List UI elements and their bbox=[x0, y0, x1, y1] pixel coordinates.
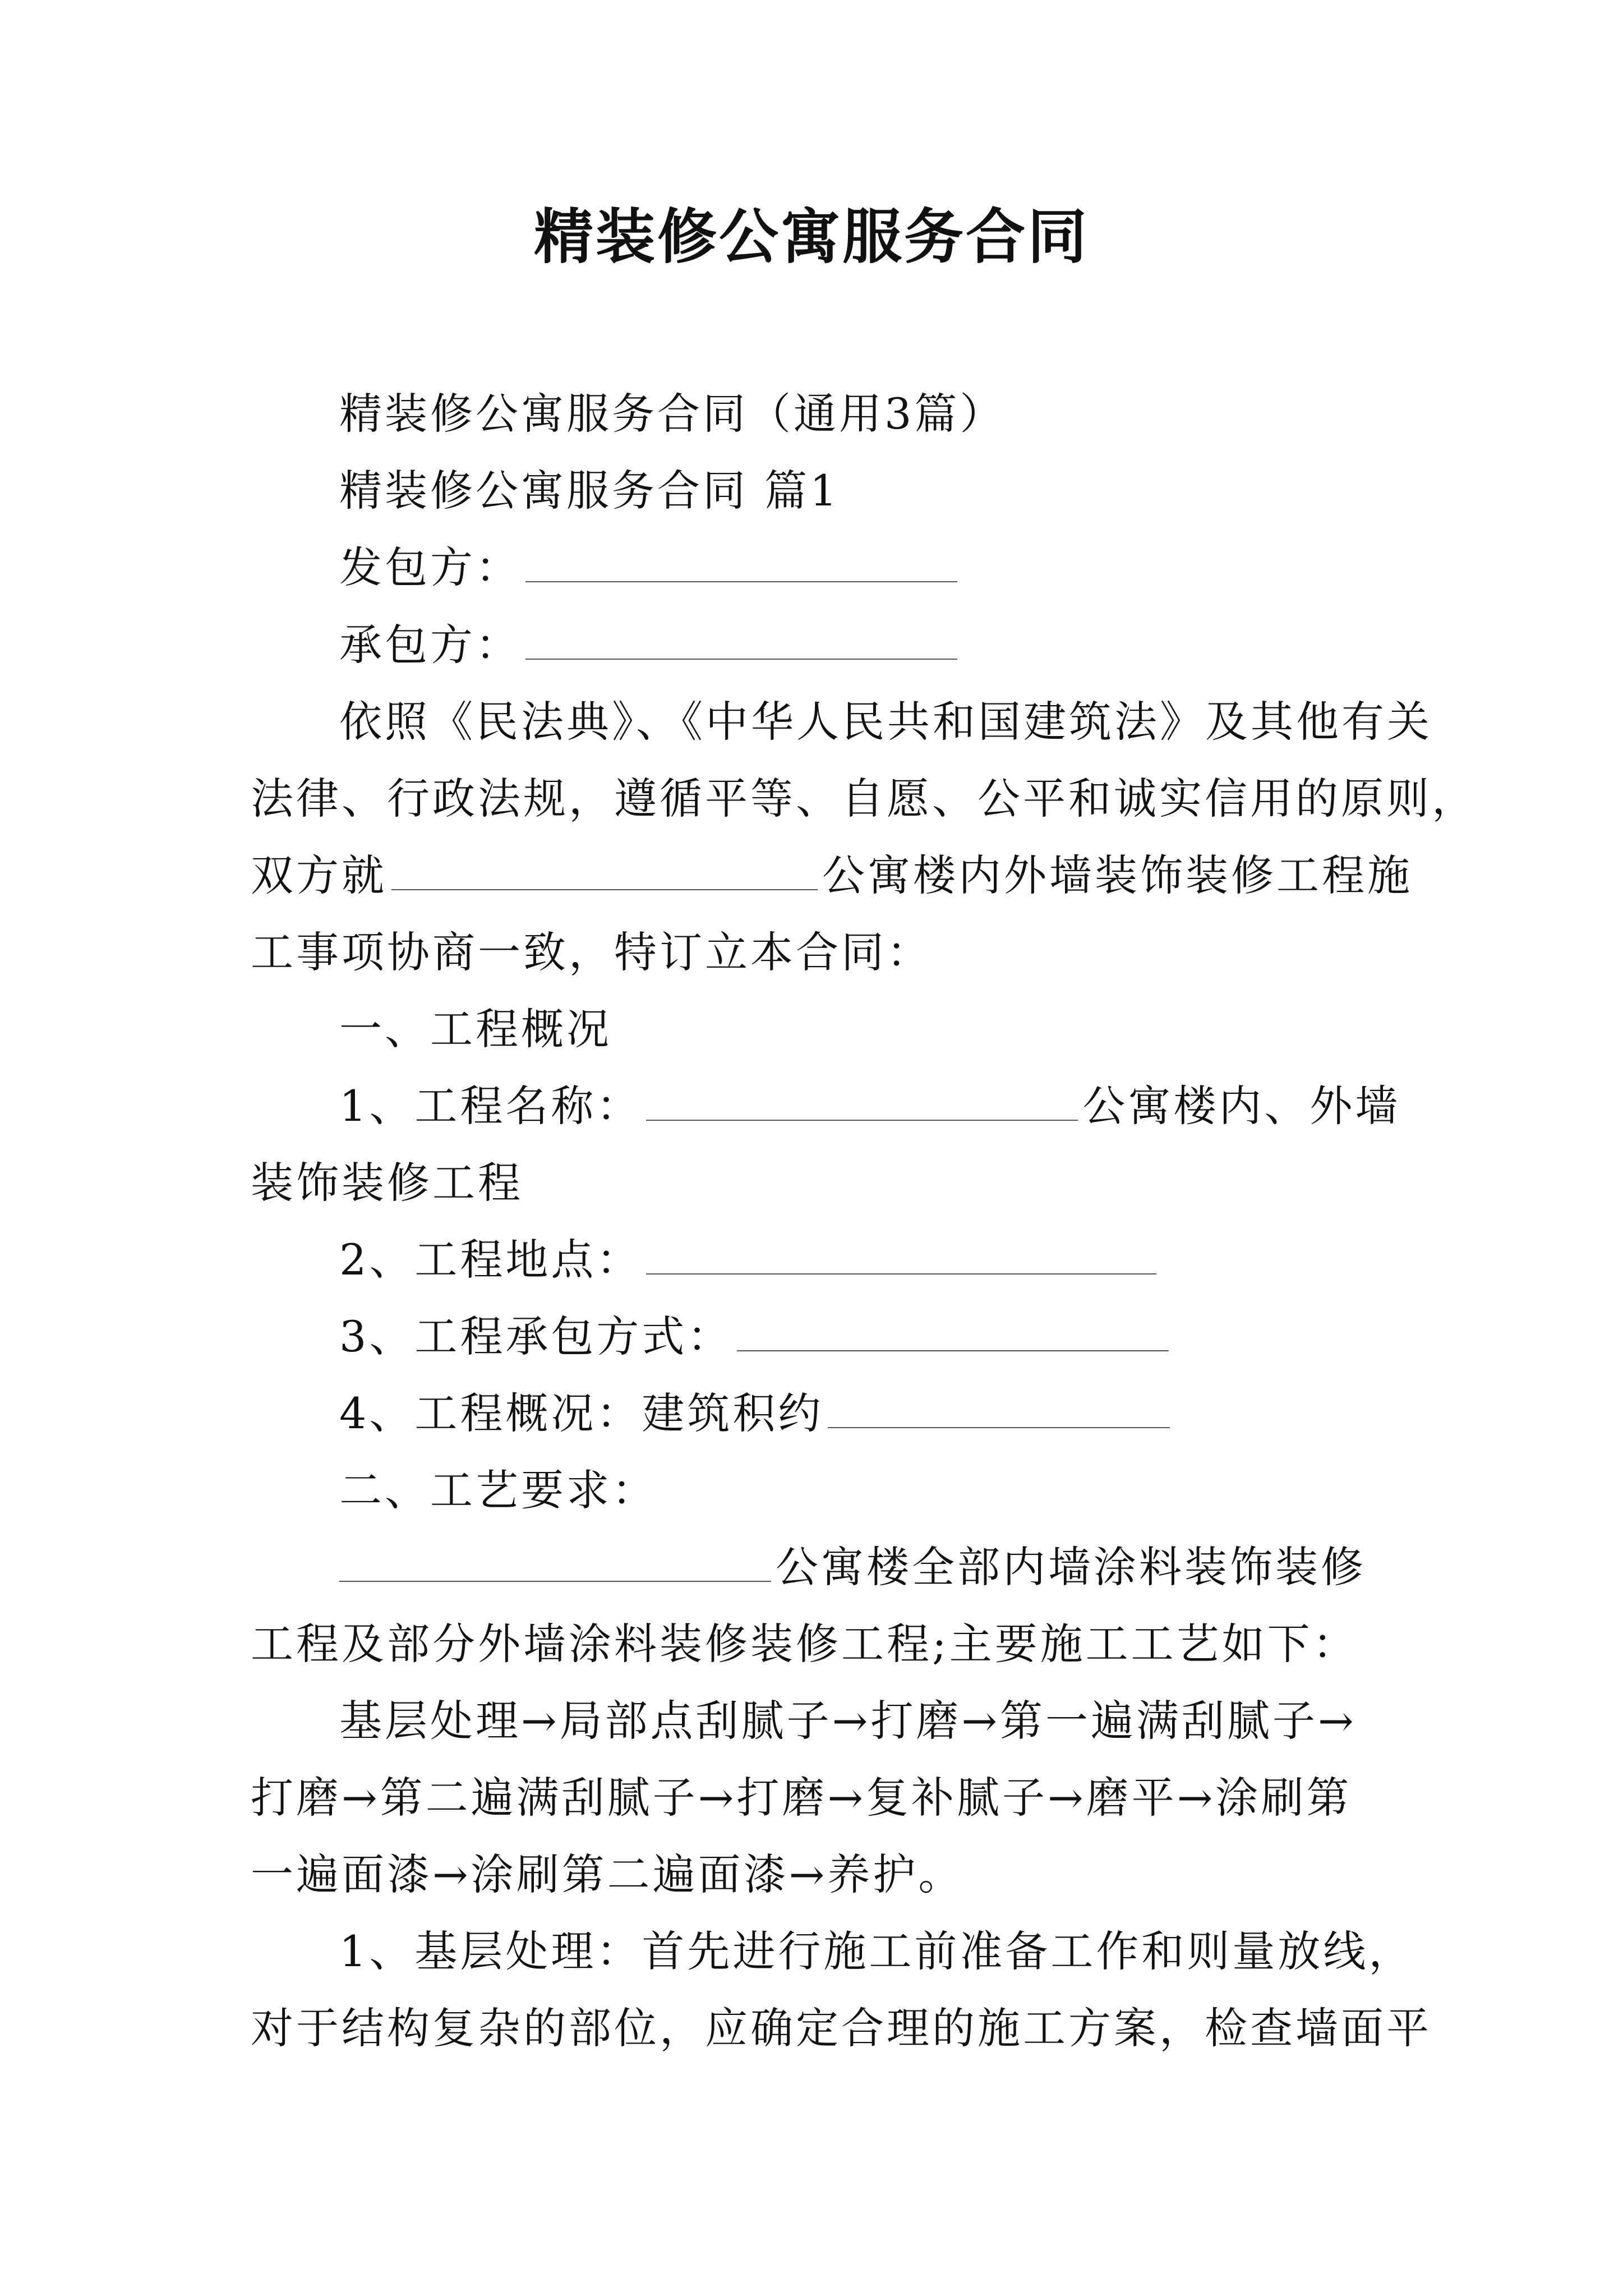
contract-method-blank bbox=[737, 1313, 1169, 1351]
section-heading: 精装修公寓服务合同 篇1 bbox=[339, 466, 840, 516]
project-location-blank bbox=[646, 1236, 1156, 1274]
building-area-blank bbox=[828, 1390, 1170, 1428]
intro-line-2: 法律、行政法规，遵循平等、自愿、公平和诚实信用的原则， bbox=[251, 774, 1477, 823]
item-1-continuation: 装饰装修工程 bbox=[251, 1158, 523, 1208]
item-3-row bbox=[339, 1309, 1173, 1365]
document-title: 精装修公寓服务合同 bbox=[534, 201, 1089, 272]
item-2-label: 2、工程地点： bbox=[339, 1235, 642, 1285]
intro-line-3-suffix: 公寓楼内外墙装饰装修工程施 bbox=[822, 850, 1413, 900]
section-two-heading: 二、工艺要求： bbox=[339, 1465, 657, 1515]
section-one-heading: 一、工程概况 bbox=[339, 1004, 612, 1054]
party-a-row bbox=[339, 540, 962, 596]
intro-line-3-prefix: 双方就 bbox=[251, 850, 387, 900]
craft-apartment-blank bbox=[339, 1544, 771, 1582]
item-1-label: 1、工程名称： bbox=[339, 1081, 642, 1131]
project-name-blank bbox=[646, 1083, 1078, 1121]
process-line-1: 基层处理→局部点刮腻子→打磨→第一遍满刮腻子→ bbox=[339, 1696, 1357, 1746]
item-2-row bbox=[339, 1232, 1161, 1288]
document-subtitle: 精装修公寓服务合同（通用3篇） bbox=[339, 389, 1006, 439]
item-4-row bbox=[339, 1386, 1174, 1442]
item-1-suffix: 公寓楼内、外墙 bbox=[1082, 1081, 1401, 1131]
process-line-2: 打磨→第二遍满刮腻子→打磨→复补腻子→磨平→涂刷第 bbox=[251, 1773, 1352, 1823]
party-b-row bbox=[339, 617, 962, 673]
item-1-row bbox=[339, 1078, 1400, 1134]
intro-line-4: 工事项协商一致，特订立本合同： bbox=[251, 927, 932, 977]
party-a-label: 发包方： bbox=[339, 542, 521, 592]
item-3-label: 3、工程承包方式： bbox=[339, 1312, 733, 1361]
process-line-3: 一遍面漆→涂刷第二遍面漆→养护。 bbox=[251, 1849, 964, 1899]
base-treatment-line-2: 对于结构复杂的部位，应确定合理的施工方案，检查墙面平 bbox=[251, 2003, 1432, 2053]
craft-line-1 bbox=[339, 1539, 1366, 1595]
craft-line-2: 工程及部分外墙涂料装修装修工程;主要施工工艺如下： bbox=[251, 1619, 1358, 1669]
craft-line-1-suffix: 公寓楼全部内墙涂料装饰装修 bbox=[776, 1542, 1366, 1592]
party-b-label: 承包方： bbox=[339, 620, 521, 670]
intro-line-1: 依照《民法典》、《中华人民共和国建筑法》及其他有关 bbox=[339, 697, 1432, 747]
intro-line-3 bbox=[251, 848, 1413, 904]
apartment-name-blank bbox=[391, 852, 818, 890]
item-4-label: 4、工程概况：建筑积约 bbox=[339, 1388, 824, 1438]
base-treatment-line-1: 1、基层处理：首先进行施工前准备工作和则量放线， bbox=[339, 1926, 1414, 1976]
party-a-blank bbox=[525, 544, 957, 582]
party-b-blank bbox=[525, 622, 957, 660]
